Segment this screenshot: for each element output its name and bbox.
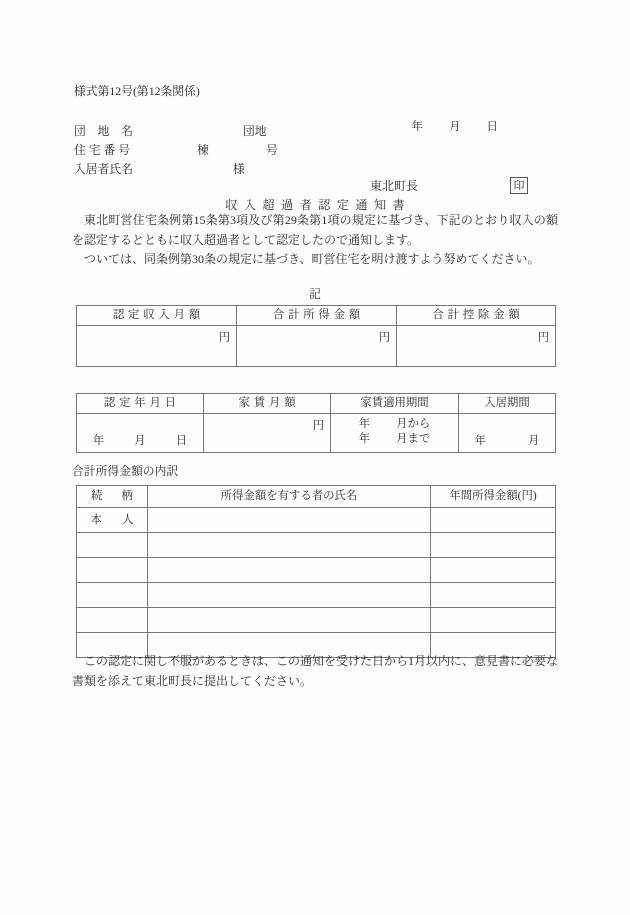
breakdown-header-2 xyxy=(431,486,556,508)
table-row xyxy=(77,326,556,367)
table-row xyxy=(77,414,556,453)
income-header-1-label: 合計所得金額 xyxy=(272,309,364,321)
breakdown-caption: 合計所得金額の内訳 xyxy=(72,464,179,478)
breakdown-relation-cell[interactable] xyxy=(77,558,148,583)
breakdown-name-cell[interactable] xyxy=(148,558,431,583)
rent-header-3 xyxy=(459,394,556,414)
income-header-0 xyxy=(77,306,237,326)
table-row xyxy=(77,306,556,326)
body-paragraph-3: この認定に関し不服があるときは、この通知を受けた日から1月以内に、意見書に必要な書類を添えて東北町長に提出してください。 xyxy=(72,654,559,688)
breakdown-relation-cell[interactable] xyxy=(77,583,148,608)
honorific-label: 様 xyxy=(233,162,245,176)
rent-header-1 xyxy=(204,394,331,414)
room-number-label: 号 xyxy=(266,143,278,157)
breakdown-header-1-label: 所得金額を有する者の氏名 xyxy=(220,490,358,502)
breakdown-relation-cell[interactable] xyxy=(77,608,148,633)
rent-amount-cell[interactable] xyxy=(204,414,331,453)
breakdown-relation-cell[interactable] xyxy=(77,533,148,558)
yen-unit: 円 xyxy=(312,420,324,432)
income-value-1[interactable] xyxy=(237,326,397,367)
seal-box: 印 xyxy=(510,177,528,194)
table-row xyxy=(77,533,556,558)
breakdown-header-2-label: 年間所得金額(円) xyxy=(449,490,537,502)
residency-period-cell[interactable] xyxy=(459,414,556,453)
date-year-label: 年 xyxy=(411,120,423,133)
table-row xyxy=(77,508,556,533)
breakdown-name-cell[interactable] xyxy=(148,533,431,558)
rent-header-2-label: 家賃適用期間 xyxy=(360,397,429,409)
breakdown-table xyxy=(76,485,556,658)
form-number: 様式第12号(第12条関係) xyxy=(74,84,200,98)
body-paragraph-1: 東北町営住宅条例第15条第3項及び第29条第1項の規定に基づき、下記のとおり収入の額を認定するとともに収入超過者として認定したので通知します。 xyxy=(72,213,558,247)
ninteibi-day: 日 xyxy=(175,435,188,447)
rent-table xyxy=(76,393,556,453)
breakdown-amount-cell[interactable] xyxy=(431,608,556,633)
date-day-label: 日 xyxy=(486,120,498,133)
rent-header-1-label: 家賃月額 xyxy=(238,397,300,409)
breakdown-amount-cell[interactable] xyxy=(431,508,556,533)
table-row xyxy=(77,608,556,633)
issue-date-line xyxy=(400,110,498,145)
body-paragraph-2: ついては、同条例第30条の規定に基づき、町営住宅を明け渡すよう努めてください。 xyxy=(84,252,540,266)
breakdown-name-cell[interactable] xyxy=(148,508,431,533)
income-value-2[interactable] xyxy=(397,326,556,367)
rent-header-0-label: 認定年月日 xyxy=(103,397,180,409)
period-from-year: 年 xyxy=(358,418,371,430)
yen-unit: 円 xyxy=(378,332,390,344)
income-header-2 xyxy=(397,306,556,326)
rent-period-placeholders xyxy=(331,417,458,447)
table-row xyxy=(77,583,556,608)
breakdown-relation-label: 本 人 xyxy=(90,514,138,526)
rent-header-2 xyxy=(331,394,459,414)
income-table xyxy=(76,305,556,367)
breakdown-name-cell[interactable] xyxy=(148,608,431,633)
ninteibi-year: 年 xyxy=(92,435,105,447)
income-header-1 xyxy=(237,306,397,326)
yen-unit: 円 xyxy=(537,332,549,344)
breakdown-amount-cell[interactable] xyxy=(431,533,556,558)
residency-period-placeholders xyxy=(459,432,555,448)
breakdown-relation-cell[interactable] xyxy=(77,508,148,533)
page-title-text: 収入超過者認定通知書 xyxy=(225,198,412,212)
housing-number-label: 住 宅 番 号 xyxy=(74,143,131,157)
certification-date-cell[interactable] xyxy=(77,414,204,453)
breakdown-header-0-label: 続 柄 xyxy=(91,490,137,502)
certification-date-placeholders xyxy=(77,432,203,448)
breakdown-header-1 xyxy=(148,486,431,508)
income-header-0-label: 認定収入月額 xyxy=(112,309,204,321)
rent-header-0 xyxy=(77,394,204,414)
date-month-label: 月 xyxy=(449,120,461,133)
income-value-0[interactable] xyxy=(77,326,237,367)
ninteibi-month: 月 xyxy=(134,435,146,447)
breakdown-header-0 xyxy=(77,486,148,508)
period-from-month: 月から xyxy=(396,418,431,430)
table-row xyxy=(77,486,556,508)
breakdown-amount-cell[interactable] xyxy=(431,583,556,608)
breakdown-name-cell[interactable] xyxy=(148,583,431,608)
period-to-month: 月まで xyxy=(396,433,431,445)
resident-name-label: 入居者氏名 xyxy=(74,162,133,176)
yen-unit: 円 xyxy=(218,332,230,344)
rent-header-3-label: 入居期間 xyxy=(484,397,530,409)
rent-period-cell[interactable] xyxy=(331,414,459,453)
issuer-name: 東北町長 xyxy=(370,179,419,193)
danchi-suffix-label: 団地 xyxy=(243,124,267,138)
building-unit-label: 棟 xyxy=(197,143,209,157)
breakdown-amount-cell[interactable] xyxy=(431,558,556,583)
nyukyo-month: 月 xyxy=(528,435,540,447)
period-to-year: 年 xyxy=(358,433,371,445)
danchi-name-label: 団 地 名 xyxy=(74,124,133,138)
table-row xyxy=(77,394,556,414)
nyukyo-year: 年 xyxy=(474,435,486,447)
ki-mark: 記 xyxy=(309,287,321,301)
table-row xyxy=(77,558,556,583)
income-header-2-label: 合計控除金額 xyxy=(432,309,524,321)
